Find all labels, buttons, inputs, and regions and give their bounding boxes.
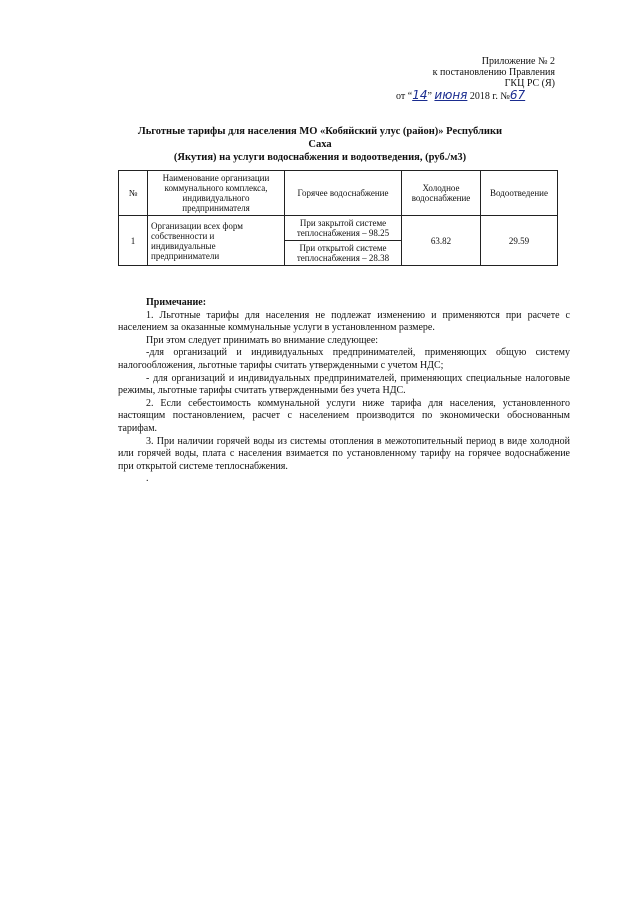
notes-section: [118, 297, 570, 486]
note-paragraph-5: 2. Если себестоимость коммунальной услуги ниже тарифа для населения, установленного настоящим постановлением, расчет с населением производится по экономически обоснованным тарифам.: [118, 397, 570, 434]
tariff-table: [118, 170, 558, 266]
hot-closed-cell: При закрытой системе теплоснабжения – 98.25: [285, 216, 402, 241]
row-num: 1: [119, 216, 148, 266]
decree-date-line: [396, 88, 525, 102]
row-org: Организации всех форм собственности и индивидуальные предприниматели: [148, 216, 285, 266]
date-mid: ”: [427, 91, 432, 102]
header-drainage: Водоотведение: [481, 171, 558, 216]
appendix-label: Приложение № 2: [481, 56, 555, 67]
note-paragraph-1: 1. Льготные тарифы для населения не подлежат изменению и применяются при расчете с населением за оказанные коммунальные услуги в установленном размере.: [118, 309, 570, 334]
drainage-value: 29.59: [481, 216, 558, 266]
note-paragraph-2: При этом следует принимать во внимание следующее:: [146, 334, 379, 346]
date-prefix: от “: [396, 91, 413, 102]
hot-open-cell: При открытой системе теплоснабжения – 28.38: [285, 241, 402, 266]
note-paragraph-4: - для организаций и индивидуальных предпринимателей, применяющих специальные налоговые режимы, льготные тарифы считать утвержденными без учета НДС.: [118, 372, 570, 397]
header-hot-water: Горячее водоснабжение: [285, 171, 402, 216]
decree-label: к постановлению Правления: [432, 67, 555, 78]
decree-number-handwritten: 67: [509, 88, 526, 102]
date-year: 2018 г. №: [469, 91, 510, 102]
appendix-header: [433, 56, 555, 89]
authority-label: ГКЦ РС (Я): [504, 78, 555, 89]
date-day-handwritten: 14: [412, 88, 428, 102]
notes-heading: Примечание:: [146, 297, 207, 308]
title-line-1: Льготные тарифы для населения МО «Кобяйский улус (район)» Республики Саха: [137, 126, 503, 150]
title-line-2: (Якутия) на услуги водоснабжения и водоотведения, (руб./м3): [173, 152, 467, 163]
table-header-row: [119, 171, 558, 216]
table-row: [119, 216, 558, 241]
header-num: №: [119, 171, 148, 216]
document-title: [130, 125, 510, 164]
header-org: Наименование организации коммунального комплекса, индивидуального предпринимателя: [148, 171, 285, 216]
header-cold-water: Холодное водоснабжение: [402, 171, 481, 216]
note-paragraph-3: -для организаций и индивидуальных предпринимателей, применяющих общую систему налогообложения, льготные тарифы считать утвержденными с учетом НДС;: [118, 347, 570, 371]
note-paragraph-7: .: [146, 473, 149, 485]
note-paragraph-6: 3. При наличии горячей воды из системы отопления в межотопительный период в виде холодной или горячей воды, плата с населения взимается по установленному тарифу на горячее водоснабжение при открытой системе теплоснабжения.: [118, 435, 570, 472]
cold-water-value: 63.82: [402, 216, 481, 266]
date-month-handwritten: июня: [434, 88, 468, 102]
